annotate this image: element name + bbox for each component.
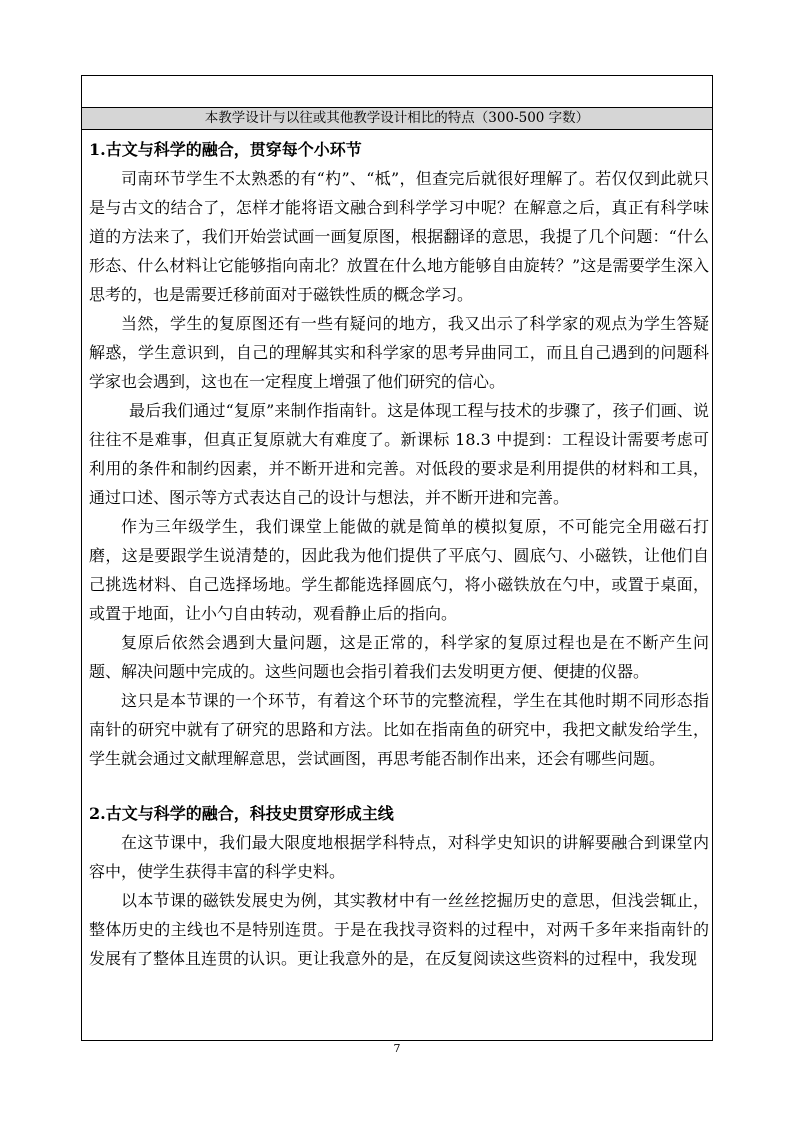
- paragraph: 这只是本节课的一个环节，有着这个环节的完整流程，学生在其他时期不同形态指南针的研究中就有了研究的思路和方法。比如在指南鱼的研究中，我把文献发给学生，学生就会通过文献理解意思，尝试画图，再思考能否制作出来，还会有哪些问题。: [89, 691, 709, 768]
- section-heading-1: 1.古文与科学的融合，贯穿每个小环节: [89, 140, 362, 159]
- paragraph: 司南环节学生不太熟悉的有“杓”、“柢”，但查完后就很好理解了。若仅仅到此就只是与古文的结合了，怎样才能将语文融合到科学学习中呢？在解意之后，真正有科学味道的方法来了，我们开始尝试画一画复原图，根据翻译的意思，我提了几个问题：“什么形态、什么材料让它能够指向南北？放置在什么地方能够自由旋转？”这是需要学生深入思考的，也是需要迁移前面对于磁铁性质的概念学习。: [89, 169, 709, 304]
- table-content: [89, 135, 709, 973]
- paragraph: 以本节课的磁铁发展史为例，其实教材中有一丝丝挖掘历史的意思，但浅尝辄止，整体历史的主线也不是特别连贯。于是在我找寻资料的过程中，对两千多年来指南针的发展有了整体且连贯的认识。更让我意外的是，在反复阅读这些资料的过程中，我发现: [89, 891, 709, 968]
- paragraph: 作为三年级学生，我们课堂上能做的就是简单的模拟复原，不可能完全用磁石打磨，这是要跟学生说清楚的，因此我为他们提供了平底勺、圆底勺、小磁铁，让他们自己挑选材料、自己选择场地。学生都能选择圆底勺，将小磁铁放在勺中，或置于桌面，或置于地面，让小勺自由转动，观看静止后的指向。: [89, 517, 709, 623]
- paragraph: 在这节课中，我们最大限度地根据学科特点，对科学史知识的讲解要融合到课堂内容中，使学生获得丰富的科学史料。: [89, 833, 709, 881]
- paragraph: 当然，学生的复原图还有一些有疑问的地方，我又出示了科学家的观点为学生答疑解惑，学生意识到，自己的理解其实和科学家的思考异曲同工，而且自己遇到的问题科学家也会遇到，这也在一定程度上增强了他们研究的信心。: [89, 314, 709, 391]
- paragraph: 复原后依然会遇到大量问题，这是正常的，科学家的复原过程也是在不断产生问题、解决问题中完成的。这些问题也会指引着我们去发明更方便、便捷的仪器。: [89, 633, 709, 681]
- section-heading-2: 2.古文与科学的融合，科技史贯穿形成主线: [89, 804, 394, 823]
- table-header: 本教学设计与以往或其他教学设计相比的特点（300-500 字数）: [82, 108, 712, 130]
- form-table: [81, 75, 713, 1041]
- paragraph: 最后我们通过“复原”来制作指南针。这是体现工程与技术的步骤了，孩子们画、说往往不是难事，但真正复原就大有难度了。新课标 18.3 中提到：工程设计需要考虑可利用的条件和制约因素，并不断开进和完善。对低段的要求是利用提供的材料和工具，通过口述、图示等方式表达自己的设计与想法，并不断开进和完善。: [89, 401, 709, 507]
- empty-row: [82, 76, 712, 108]
- page-number: 7: [393, 1042, 401, 1055]
- spacer: [89, 773, 709, 799]
